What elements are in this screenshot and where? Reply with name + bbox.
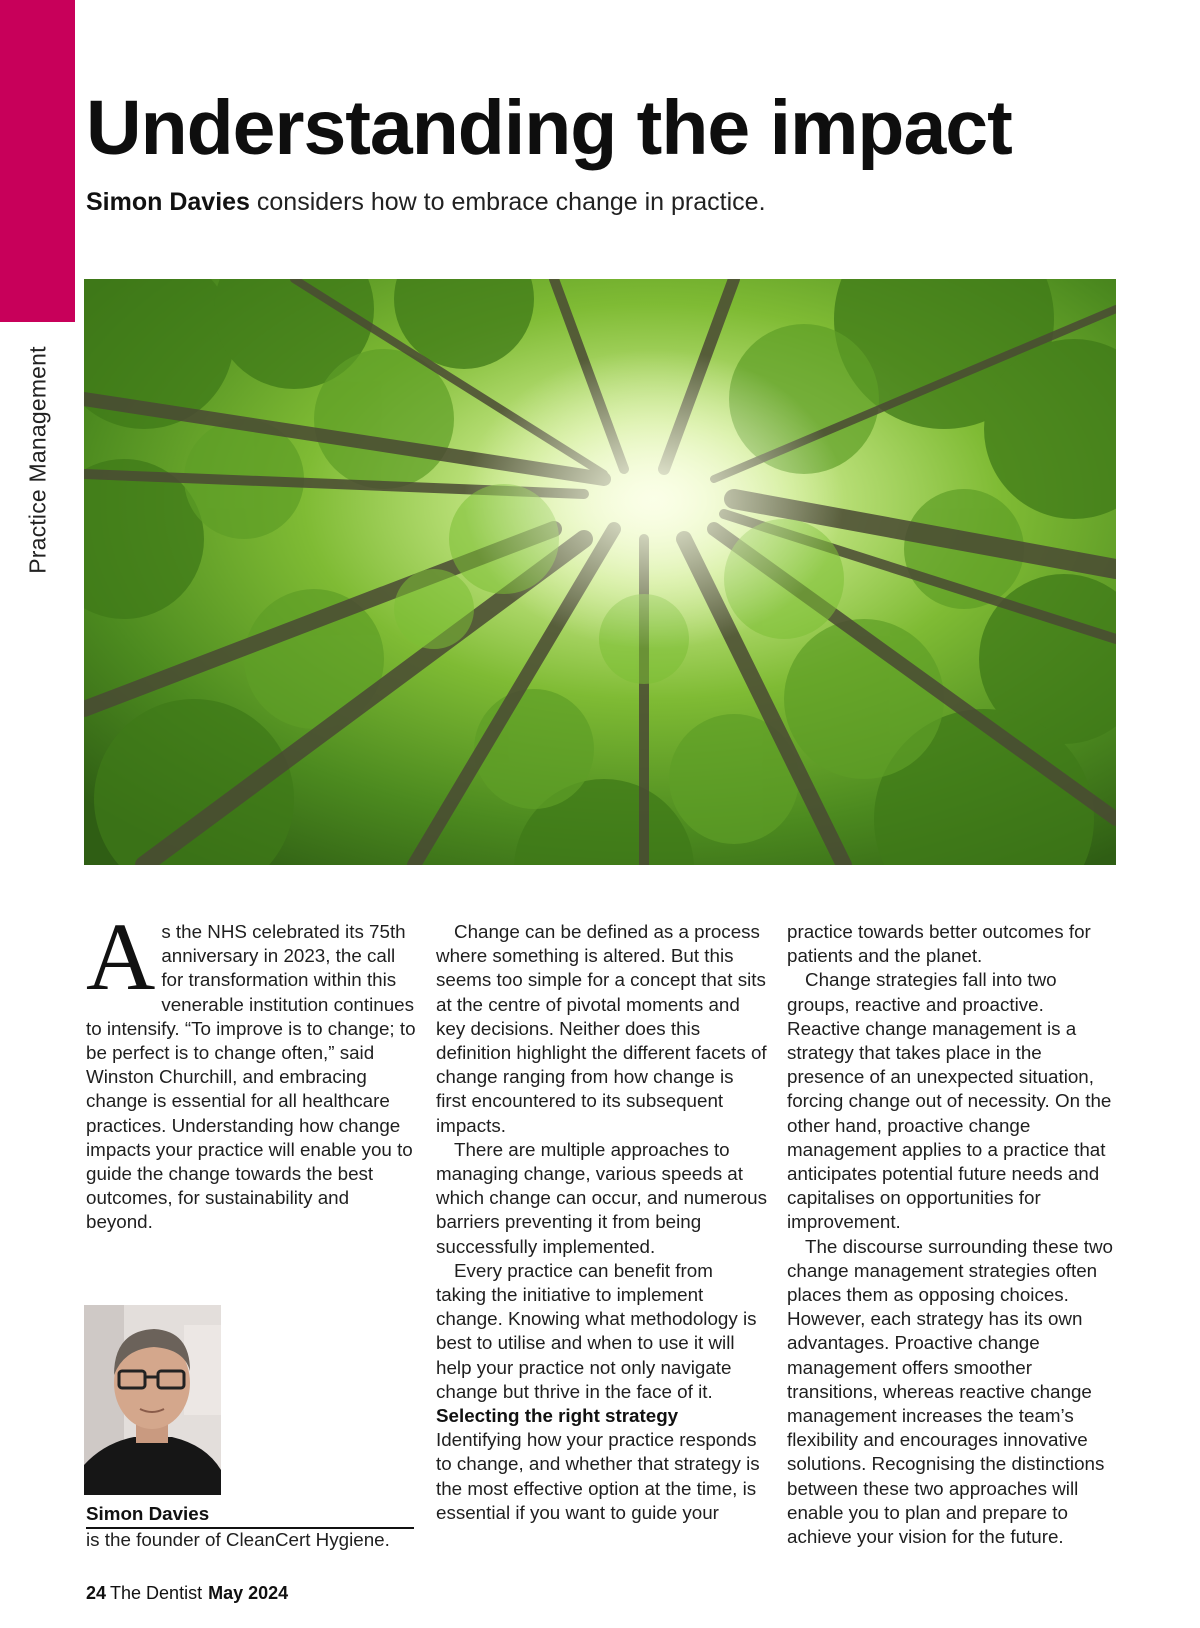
body-paragraph: Change strategies fall into two groups, reactive and proactive. Reactive change management is a strategy that takes place in the presence of an unexpected situation, forcing change out of necessity. On the other hand, proactive change management applies to a practice that anticipates potential future needs and capitalises on opportunities for improvement. bbox=[787, 969, 1112, 1233]
article-column-2 bbox=[436, 920, 768, 1525]
hero-image bbox=[84, 279, 1116, 865]
page-footer bbox=[86, 1581, 288, 1605]
body-paragraph: Identifying how your practice responds to change, and whether that strategy is the most effective option at the time, is essential if you want to guide your bbox=[436, 1429, 760, 1523]
body-paragraph: practice towards better outcomes for patients and the planet. bbox=[787, 921, 1091, 967]
author-name: Simon Davies bbox=[86, 1502, 414, 1529]
standfirst-text: considers how to embrace change in practice. bbox=[256, 188, 766, 216]
magazine-name: The Dentist bbox=[110, 1583, 203, 1603]
author-photo bbox=[84, 1305, 221, 1495]
standfirst bbox=[86, 186, 766, 218]
author-bio: is the founder of CleanCert Hygiene. bbox=[86, 1529, 390, 1550]
forest-canopy-icon bbox=[84, 279, 1116, 865]
subheading: Selecting the right strategy bbox=[436, 1405, 679, 1427]
article-column-1 bbox=[86, 903, 416, 1235]
body-paragraph: The discourse surrounding these two change management strategies often places them as opposing choices. However, each strategy has its own advantages. Proactive change management offers smoother transitions, whereas reactive change management increases the team’s flexibility and encourages innovative solutions. Recognising the distinctions between these two approaches will enable you to plan and prepare to achieve your vision for the future. bbox=[787, 1235, 1113, 1548]
accent-bar bbox=[0, 0, 75, 322]
body-paragraph: Every practice can benefit from taking the initiative to implement change. Knowing what methodology is best to utilise and when to use it will help your practice not only navigate change but thrive in the face of it. bbox=[436, 1259, 757, 1402]
standfirst-author: Simon Davies bbox=[86, 188, 250, 216]
body-paragraph: s the NHS celebrated its 75th anniversary in 2023, the call for transformation within this venerable institution continues to intensify. “To improve is to change; to be perfect is to change often,” said Winston Churchill, and embracing change is essential for all healthcare practices. Understanding how change impacts your practice will enable you to guide the change towards the best outcomes, for sustainability and beyond. bbox=[86, 921, 416, 1233]
body-paragraph: Change can be defined as a process where something is altered. But this seems too simple for a concept that sits at the centre of pivotal moments and key decisions. Neither does this definition highlight the different facets of change ranging from how change is first encountered to its subsequent impacts. bbox=[436, 921, 767, 1136]
drop-cap: A bbox=[86, 903, 156, 1010]
body-paragraph: There are multiple approaches to managing change, various speeds at which change can occur, and numerous barriers preventing it from being successfully implemented. bbox=[436, 1138, 767, 1257]
headline: Understanding the impact bbox=[86, 85, 1012, 171]
article-column-3 bbox=[787, 920, 1117, 1549]
author-portrait-icon bbox=[84, 1305, 221, 1495]
section-label: Practice Management bbox=[24, 346, 51, 574]
issue-date: May 2024 bbox=[208, 1583, 289, 1603]
page-number: 24 bbox=[86, 1583, 107, 1603]
